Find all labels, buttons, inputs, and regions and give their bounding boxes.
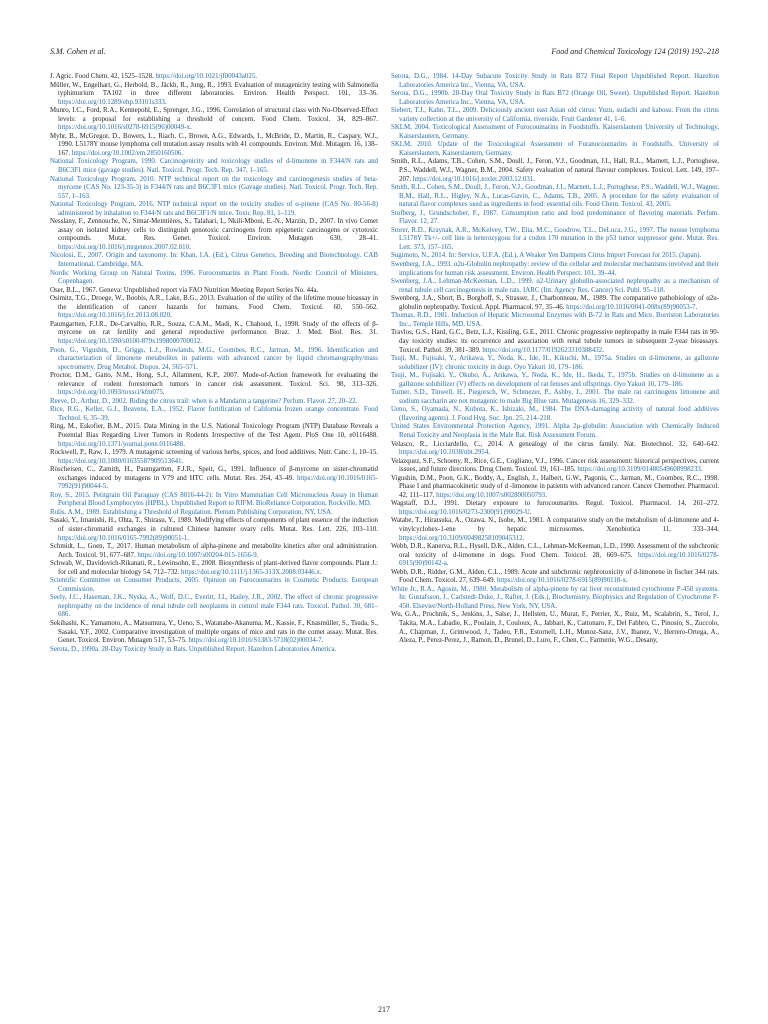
reference-tail: . — [529, 508, 532, 516]
reference-tail: . — [321, 637, 324, 645]
reference-tail: . — [189, 243, 191, 251]
doi-link[interactable]: https://doi.org/10.1111/j.1365-313X.2008.03446.x — [181, 568, 320, 576]
reference-tail: . — [200, 337, 203, 345]
reference-entry[interactable] — [391, 406, 719, 423]
reference-entry[interactable] — [50, 492, 378, 509]
reference-entry — [391, 458, 719, 475]
reference-entry — [50, 449, 378, 466]
doi-link[interactable]: https://doi.org/10.1016/j.fct.2013.08.020 — [58, 312, 171, 320]
reference-entry[interactable] — [50, 347, 378, 373]
reference-tail: . — [255, 73, 257, 80]
reference-text: Smith, R.L., Adams, T.B., Cohen, S.M., Doull, J., Feron, V.J., Goodman, J.I., Hall, R.L., Marnett, L.J., Portoghese, P.S., Waddell, W.J., Wagner, B.M., 2004. Safety evaluation of natural flavour complexes. Toxicol. Lett. 149, 197–207. — [391, 158, 719, 183]
doi-link[interactable]: https://doi.org/10.1177/0192623310388432 — [482, 346, 603, 354]
reference-text: Tsuji, M., Fujisaki, Y., Okubo, A., Arikawa, Y., Noda, K., Ide, H., Ikeda, T., 1975b. Studies on d-limonene as a gallstone solubilizer (V) effects on development of rat fetuses and offsprings. Oyo Yakuri 10, 179–186. — [391, 372, 719, 388]
reference-entry[interactable] — [391, 372, 719, 389]
doi-link[interactable]: https://doi.org/10.1002/em.2850160506 — [71, 149, 182, 157]
reference-entry[interactable] — [50, 594, 378, 620]
reference-text: Munro, I.C., Ford, R.A., Kennepohl, E., Sprenger, J.G., 1996. Correlation of structural class with No-Observed-Effect levels: a proposal for establishing a threshold of concern. Food Chem. Toxicol. 34, 829–867. — [50, 107, 378, 123]
running-header — [50, 46, 719, 58]
reference-text: Sugimoto, N., 2014. In: Service, U.F.A. (Ed.), A Weaker Yen Dampens Citrus Import Forecast for 2015. (Japan). — [391, 252, 702, 260]
reference-text: Storer, R.D., Kraynak, A.R., McKelvey, T.W., Elia, M.C., Goodrow, T.L., DeLuca, J.G., 1997. The mouse lymphoma L5178Y Tk+/- cell line is heterozygous for a codon 170 mutation in the p53 tumor suppressor gene. Mutat. Res. Lett. 373, 157–165. — [391, 226, 719, 251]
reference-text: Müller, W., Engelhart, G., Herbold, B., Jäckh, R., Jung, R., 1993. Evaluation of mutagenicity testing with Salmonella typhimurium TA102 in three different laboratories. Environ. Health Perspect. 101, 33–36. — [50, 81, 378, 98]
reference-entry — [50, 133, 378, 159]
reference-text: Swenberg, J.A., 1993. α2u-Globulin nephropathy: review of the cellular and molecular mechanisms involved and their implications for human risk assessment. Environ. Health Perspect. 101, 39–44. — [391, 261, 719, 277]
reference-entry[interactable] — [50, 270, 378, 287]
reference-text: Ring, M., Eskofier, B.M., 2015. Data Mining in the U.S. National Toxicology Program (NTP) Database Reveals a Potential Bias Regarding Liver Tumors in Rodents Irrespective of the Test Agent. PloS One 10, e0116488. — [50, 423, 378, 439]
doi-link[interactable]: https://doi.org/10.1590/s0100-879x1998000700012 — [58, 337, 201, 345]
doi-link[interactable]: https://doi.org/10.1016/S1383-5718(02)00034-7 — [188, 637, 322, 645]
page-number: 217 — [378, 1005, 390, 1014]
doi-link[interactable]: https://doi.org/10.1016/0165-7992(91)90044-5 — [58, 474, 378, 491]
reference-text: Myhr, B., McGregor, D., Bowers, L., Riach, C., Brown, A.G., Edwards, I., McBride, D., Martin, R., Caspary, W.J., 1990. L5178Y mouse lymphoma cell mutation assay results with 41 compounds. Environ. Mol. Mutagen. 16, 138–167. — [50, 132, 378, 157]
reference-entry — [391, 517, 719, 543]
reference-text: Serota, D.G., 1984. 14-Day Subacute Toxicity Study in Rats B72 Final Report Unpublished Report. Hazelton Laboratories America Inc., Vienna, VA, USA. — [391, 73, 719, 89]
header-journal: Food and Chemical Toxicology 124 (2019) 192–218 — [551, 47, 719, 56]
reference-text: Nicolosi, E., 2007. Origin and taxonomy. In: Khan, I.A. (Ed.), Citrus Genetics, Breeding and Biotechnology. CAB International, Cambridge, MA. — [50, 252, 378, 269]
reference-text: J. Agric. Food Chem. 42, 1525–1528. — [50, 73, 156, 80]
reference-tail: . — [187, 534, 189, 542]
reference-entry — [391, 329, 719, 355]
reference-tail: . — [533, 175, 535, 183]
reference-tail: . — [183, 440, 185, 448]
reference-text: White Jr., R.A., Agosin, M., 1980. Metabolism of alpha-pinene by rat liver reconstituted cytochrome P-450 systems. In: Gustafsson, J., Carlstedt-Duke, J., Rafter, J. (Eds.), Biochemistry, Biophysics and Regulation of Cytochrome P-450. Elsevier/North-Holland Press, New York, NY, USA. — [391, 585, 719, 610]
reference-entry[interactable] — [391, 586, 719, 612]
reference-text: Paumgartten, F.J.R., De-Carvalho, R.R., Souza, C.A.M., Madi, K., Chahoud, I., 1998. Study of the effects of β-myrcene on rat fertility and general reproductive performance. Braz. J. Med. Biol. Res. 31. — [50, 320, 378, 337]
reference-text: Vigushin, D.M., Poon, G.K., Boddy, A., English, J., Halbert, G.W., Pagonis, C., Jarman, M., Coombes, R.C., 1998. Phase I and pharmacokinetic study of d -limonene in patients with advanced cancer. Cancer Chemother. Pharmacol. 42, 111–117. — [391, 474, 719, 499]
reference-text: Wu, G.A., Prochnik, S., Jenkins, J., Salse, J., Hellsten, U., Murat, F., Perrier, X., Ruiz, M., Scalabrin, S., Terol, J., Takita, M.A., Labadie, K., Poulain, J., Couloux, A., Jabbari, K., Cattonaro, F., Del Fabbro, C., Pinosio, S., Zuccolo, A., Chapman, J., Grimwood, J., Tadeo, F.R., Estornell, L.H., Munoz-Sanz, J.V., Ibanez, V., Herrero-Ortega, A., Aleza, P., Perez-Perez, J., Ramon, D., Brunel, D., Luro, F., Chen, C., Farmerie, W.G., Desany, — [391, 611, 719, 645]
reference-tail: . — [181, 149, 184, 157]
doi-link[interactable]: https://doi.org/10.1016/s0278-6915(96)00049-x — [58, 124, 190, 132]
reference-entry[interactable] — [391, 278, 719, 295]
reference-text: Rice, R.G., Keller, G.J., Beavens, E.A., 1952. Flavor fortification of California frozen orange concentrate. Food Technol. 6, 35–39. — [50, 406, 378, 422]
reference-entry — [391, 543, 719, 569]
doi-link[interactable]: https://doi.org/10.1080/01635587909513641 — [58, 457, 182, 465]
reference-entry — [50, 543, 378, 560]
doi-link[interactable]: https://doi.org/10.1016/0278-6915(90)90142-a — [399, 551, 719, 568]
reference-text: Oser, B.L., 1967. Geneva: Unpublished report via FAO Nutrition Meeting Report Series No. 44a. — [50, 286, 319, 294]
doi-link[interactable]: https://doi.org/10.1007/s00204-015-1656-9 — [137, 551, 257, 559]
reference-entry — [50, 423, 378, 449]
reference-entry — [50, 295, 378, 321]
doi-link[interactable]: https://doi.org/10.1289/ehp.93101s333 — [58, 98, 165, 106]
reference-entry[interactable] — [50, 201, 378, 218]
reference-text: Ueno, S., Oyamada, N., Kubota, K., Ishizaki, M., 1984. The DNA-damaging activity of natural food additives (flavoring agents). J. Food Hyg. Soc. Jpn. 25, 214–218. — [391, 406, 719, 422]
reference-entry — [391, 475, 719, 501]
reference-entry — [391, 500, 719, 517]
reference-text: Swenberg, J.A., Lehman-McKeeman, L.D., 1999. α2-Urinary globulin-associated nephropathy as a mechanism of renal tubule cell carcinogenesis in male rats. IARC (Int. Agency Res. Cancer) Sci. Publ. 95–118. — [391, 278, 719, 294]
reference-text: Watabe, T., Hiratsuka, A., Ozawa, N., Isobe, M., 1981. A comparative study on the metabolism of d-limonene and 4-vinylcyclohex-1-ene by hepatic microsomes. Xenobiotica 11, 333–344. — [391, 517, 719, 533]
reference-entry[interactable] — [391, 73, 719, 90]
reference-entry[interactable] — [391, 124, 719, 141]
doi-link[interactable]: https://doi.org/10.1016/0165-7992(89)90051-1 — [58, 534, 188, 542]
reference-text: National Toxicology Program, 2016. NTP technical report on the toxicity studies of α-pinene (CAS No. 80-56-8) administered by inhalation to F344/N rats and B6C3F1/N mice. Toxic Rep. 81, 1–119. — [50, 201, 378, 217]
reference-entry[interactable] — [391, 312, 719, 329]
doi-link[interactable]: https://doi.org/10.1016/0273-2300(91)90029-U — [399, 508, 530, 516]
reference-text: Turner, S.D., Tinwell, H., Piegorsch, W., Schmezer, P., Ashby, J., 2001. The male rat carcinogens limonene and sodium saccharin are not mutagenic to male Big Blue rats. Mutagenesis 16, 329–332. — [391, 389, 719, 405]
doi-link[interactable]: https://doi.org/10.3109/00498258109045312 — [399, 534, 523, 542]
reference-entry[interactable] — [50, 252, 378, 269]
reference-text: Röscheisen, C., Zamith, H., Paumgartten, F.J.R., Speit, G., 1991. Influence of β-myrcene on sister-chromatid exchanges induced by mutagens in V79 and HTC cells. Mutat. Res. 264, 43–49. — [50, 466, 378, 482]
reference-column-right — [391, 73, 719, 646]
reference-entry — [50, 466, 378, 492]
reference-column-left — [50, 73, 378, 654]
reference-entry — [50, 517, 378, 543]
reference-tail: . — [602, 346, 604, 354]
reference-tail: . — [164, 98, 167, 106]
reference-tail: . — [522, 534, 525, 542]
reference-entry — [50, 287, 378, 296]
reference-entry[interactable] — [391, 141, 719, 158]
reference-entry[interactable] — [50, 646, 378, 655]
reference-text: Thomas, R.D., 1981. Induction of Hepatic Microsomal Enzymes with B-72 in Rats and Mice. Borriston Laboratories Inc., Temple Hills, MD, USA. — [391, 312, 719, 328]
reference-entry[interactable] — [391, 389, 719, 406]
reference-entry — [391, 441, 719, 458]
reference-text: Sekihashi, K., Yamamoto, A., Matsumura, Y., Ueno, S., Watanabe-Akanuma, M., Kassie, F., Knasmüller, S., Tsuda, S., Sasaki, Y.F., 2002. Comparative investigation of multiple organs of mice and rats in the comet assay. Mutat. Res. Genet. Toxicol. Environ. Mutagen 517, 53–75. — [50, 620, 378, 645]
doi-link[interactable]: https://doi.org/10.3109/01480549608998233 — [577, 466, 701, 474]
reference-text: Reeve, D., Arthur, D., 2002. Riding the citrus trail: when is a Mandarin a tangerine? Perfum. Flavor. 27, 20–22. — [50, 397, 358, 405]
reference-text: Wagstaff, D.J., 1991. Dietary exposure to furocoumarins. Regul. Toxicol. Pharmacol. 14, 261–272. — [391, 500, 719, 508]
reference-text: Seely, J.C., Haseman, J.K., Nyska, A., Wolf, D.C., Everitt, J.I., Hailey, J.R., 2002. The effect of chronic progressive nephropathy on the incidence of renal tubule cell neoplasms in control male F344 rats. Toxicol. Pathol. 30, 681–686. — [50, 594, 378, 619]
reference-text: Velazquez, S.F., Schoeny, R., Rice, G.E., Cogliano, V.J., 1996. Cancer risk assessment: historical perspectives, current issues, and future directions. Drug Chem. Toxicol. 19, 161–185. — [391, 457, 719, 474]
reference-text: Scientific Committee on Consumer Products, 2005. Opinion on Furocoumarins in Cosmetic Products. European Commission. — [50, 577, 378, 593]
doi-link[interactable]: https://doi.org/10.1038/nbt.2954 — [399, 449, 489, 457]
reference-text: National Toxicology Program, 2010. NTP technical report on the toxicology and carcinogenesis studies of beta-myrcene (CAS No. 123-35-3) in F344/N rats and B6C3F1 mice (Gavage studies). Natl. Toxicol. Progr. Tech. Rep. 557, 1–163. — [50, 175, 378, 200]
doi-link[interactable]: https://doi.org/10.1007/s002800050793 — [436, 491, 546, 499]
reference-text: Rulis, A.M., 1989. Establishing a Threshold of Regulation. Plenum Publishing Corporation, NY, USA. — [50, 508, 333, 516]
reference-text: Roy, S., 2015. Petitgrain Oil Paraguay (CAS 8016-44-2): In Vitro Mammalian Cell Micronucleus Assay in Human Peripheral Blood Lymphocytes (HPBL). Unpublished Report to RIFM. BioReliance Corporation, Rockville, MD. — [50, 491, 378, 508]
reference-tail: . — [189, 124, 192, 132]
reference-entry[interactable] — [391, 252, 719, 261]
reference-entry — [391, 295, 719, 312]
reference-entry[interactable] — [391, 90, 719, 107]
doi-link[interactable]: https://doi.org/10.1021/jf00043a025 — [155, 73, 256, 80]
reference-tail: . — [170, 312, 172, 320]
reference-tail: . — [700, 466, 703, 474]
doi-link[interactable]: https://doi.org/10.1371/journal.pone.0116488 — [58, 440, 184, 448]
reference-text: Stofberg, J., Grundschober, F., 1987. Consumption ratio and food predominance of flavoring materials. Perfum. Flavor. 12, 27. — [391, 209, 719, 226]
reference-entry — [50, 73, 378, 82]
reference-text: Osimitz, T.G., Droege, W., Boobis, A.R., Lake, B.G., 2013. Evaluation of the utility of the lifetime mouse bioassay in the identification of cancer hazards for humans. Food Chem. Toxicol. 60, 550–562. — [50, 295, 378, 311]
reference-entry[interactable] — [50, 509, 378, 518]
reference-entry[interactable] — [391, 261, 719, 278]
doi-link[interactable]: https://doi.org/10.1016/j.toxlet.2003.12.031 — [412, 175, 534, 183]
reference-text: Tsuji, M., Fujisaki, Y., Arikawa, Y., Noda, K., Ide, H., Kikuchi, M., 1975a. Studies on d-limonene, as gallstone solubilizer (IV): chronic toxicity in dogs. Oyo Yakuri 10, 179–186. — [391, 355, 719, 371]
reference-tail: . — [446, 560, 449, 568]
reference-tail: . — [162, 389, 165, 397]
reference-text: Rockwell, P., Raw, I., 1979. A mutagenic screening of various herbs, spices, and food additives. Nutr. Canc. 1, 10–15. — [50, 449, 378, 457]
reference-entry — [391, 611, 719, 645]
reference-tail: . — [488, 449, 490, 457]
reference-entry[interactable] — [50, 176, 378, 202]
reference-text: Schwab, W., Davidovich-Rikanati, R., Lewinsohn, E., 2008. Biosynthesis of plant-derived flavor compounds. Plant J.: for cell and molecular biology 54, 712–732. — [50, 560, 378, 576]
reference-entry[interactable] — [391, 184, 719, 210]
reference-tail: . — [695, 303, 698, 311]
reference-text: Poon, G., Vigushin, D., Griggs, L.J., Rowlands, M.G., Coombes, R.C., Jarman, M., 1996. Identification and characterization of limonene metabolites in patients with advanced cancer by liquid chromatography/mass spectrometry. Drug Metabol. Dispos. 24, 565–571. — [50, 346, 378, 371]
doi-link[interactable]: https://doi.org/10.1016/j.mrgentox.2007.02.010 — [58, 243, 190, 251]
reference-entry — [391, 569, 719, 586]
reference-text: United States Environmental Protection Agency, 1991. Alpha 2μ-globulin: Association with Chemically Induced Renal Toxicity and Neoplasia in the Male Rat. Risk Assessment Forum. — [391, 423, 719, 439]
reference-entry[interactable] — [391, 423, 719, 440]
reference-text: Webb, D.R., Ridder, G.M., Alden, C.L., 1989. Acute and subchronic nephrotoxicity of d-limonene in fischer 344 rats. Food Chem. Toxicol. 27, 639–649. — [391, 568, 719, 585]
reference-text: SKLM, 2004. Toxicological Assessment of Furocoumarins in Foodstuffs. Kaiserslautern University of Technology, Kaiserslautern, Germany. — [391, 124, 719, 140]
reference-text: Smith, R.L., Cohen, S.M., Doull, J., Feron, V.J., Goodman, J.I., Marnett, L.J., Portoghese, P.S., Waddell, W.J., Wagner, B.M., Hall, R.L., Higley, N.A., Lucas-Gavin, C., Adams, T.B., 2005. A procedure for the safety evaluation of natural flavor complexes used as ingredients in food: essential oils. Food Chem. Toxicol. 43, 2005. — [391, 184, 719, 209]
reference-entry[interactable] — [50, 577, 378, 594]
doi-link[interactable]: https://doi.org/10.1016/0278-6915(89)90118-x — [496, 577, 626, 585]
reference-text: Schmidt, L., Goen, T., 2017. Human metabolism of alpha-pinene and metabolite kinetics after oral administration. Arch. Toxicol. 91, 677–687. — [50, 543, 378, 559]
reference-text: Serota, D., 1990a. 28-Day Toxicity Study in Rats. Unpublished Report. Hazelton Laboratories America. — [50, 645, 337, 653]
reference-tail: . — [625, 577, 628, 585]
reference-entry[interactable] — [391, 210, 719, 227]
reference-text: Proctor, D.M., Gatto, N.M., Hong, S.J., Allamneni, K.P., 2007. Mode-of-Action framework for evaluating the relevance of rodent forestomach tumors in cancer risk assessment. Toxicol. Sci. 98, 313–326. — [50, 372, 378, 388]
doi-link[interactable]: https://doi.org/10.1093/toxsci/kfm075 — [58, 389, 163, 397]
reference-text: Travlos, G.S., Hard, G.C., Betz, L.J., Kissling, G.E., 2011. Chronic progressive nephropathy in male F344 rats in 90-day toxicity studies: its occurrence and association with renal tubule tumors in subsequent 2-year bioassays. Toxicol. Pathol. 39, 381–389. — [391, 329, 719, 354]
reference-text: Nesslany, F., Zennouche, N., Simar-Meintières, S., Talahari, I., Nkili-Mboui, E.-N., Marzin, D., 2007. In vivo Comet assay on isolated kidney cells to distinguish genotoxic carcinogens from epigenetic carcinogens or cytotoxic compounds. Mutat. Res. Genet. Toxicol. Environ. Mutagen 630, 28–41. — [50, 218, 378, 243]
reference-entry[interactable] — [391, 227, 719, 253]
reference-text: Serota, D.G., 1990b. 28-Day Oral Toxicity Study in Rats B72 (Orange Oil, Sweet). Unpublished Report. Hazelton Laboratories America Inc., Vienna, VA, USA. — [391, 90, 719, 106]
reference-entry — [391, 158, 719, 184]
reference-entry[interactable] — [50, 406, 378, 423]
reference-entry — [50, 620, 378, 646]
reference-entry — [50, 82, 378, 108]
reference-text: SKLM, 2010. Update of the Toxicological Assessment of Furanocoumarins in Foodstuffs. University of Kaiserslautern, Kaiserslautern, Germany. — [391, 141, 719, 157]
reference-text: Velasco, R., Licciardello, C., 2014. A genealogy of the citrus family. Nat. Biotechnol. 32, 640–642. — [391, 440, 719, 448]
reference-tail: . — [181, 457, 184, 465]
reference-text: Sasaki, Y., Imanishi, H., Ohta, T., Shirasu, Y., 1989. Modifying effects of components of plant essence of the induction of sister-chromatid exchanges in cultured Chinese hamster ovary cells. Mutat. Res. Lett. 226, 103–110. — [50, 517, 378, 533]
reference-entry — [50, 107, 378, 133]
reference-text: Siebert, T.J., Kahn, T.L., 2009. Deliciously ancient east Asian old citrus: Yuzu, sudachi and kabosu. From the citrus variety collection at the university of California, riverside. Fruit Gardener 41, 1–6. — [391, 107, 719, 123]
reference-tail: . — [106, 483, 108, 491]
header-authors: S.M. Cohen et al. — [50, 47, 106, 56]
reference-text: Swenberg, J.A., Short, B., Borghoff, S., Strasser, J., Charbonneau, M., 1989. The comparative pathobiology of α2u-globulin nephropathy. Toxicol. Appl. Pharmacol. 97, 35–46. — [391, 295, 719, 311]
reference-tail: . — [319, 568, 322, 576]
reference-entry[interactable] — [50, 398, 378, 407]
reference-text: Nordic Working Group on Natural Toxins, 1996. Furocoumarins in Plant Foods. Nordic Council of Ministers, Copenhagen. — [50, 269, 378, 286]
reference-entry — [50, 560, 378, 577]
reference-text: National Toxicology Program, 1990. Carcinogenicity and toxicology studies of d-limonene in F344/N rats and B6C3F1 mice (gavage studies). Natl. Toxicol. Progr. Tech. Rep. 347, 1–165. — [50, 158, 378, 175]
reference-entry — [50, 218, 378, 252]
reference-entry[interactable] — [50, 158, 378, 175]
reference-tail: . — [256, 551, 259, 559]
reference-entry — [50, 321, 378, 347]
reference-text: Webb, D.R., Kanerva, R.L., Hysell, D.K., Alden, C.L., Lehman-McKeeman, L.D., 1990. Assessment of the subchronic oral toxicity of d-limonene in dogs. Food Chem. Toxicol. 28, 669–675. — [391, 543, 719, 559]
reference-entry[interactable] — [391, 355, 719, 372]
doi-link[interactable]: https://doi.org/10.1016/0041-008x(89)90053-7 — [566, 303, 696, 311]
reference-tail: . — [545, 491, 547, 499]
reference-entry[interactable] — [391, 107, 719, 124]
reference-entry — [50, 372, 378, 398]
